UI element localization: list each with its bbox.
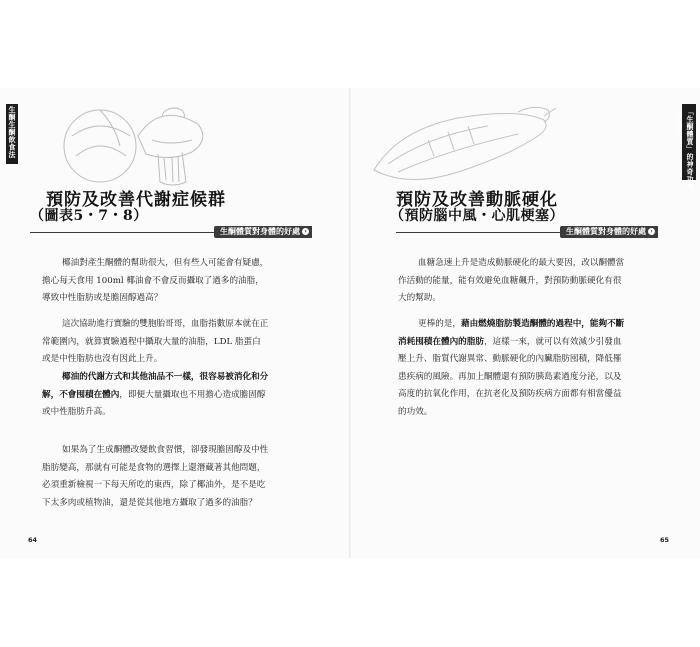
left-sidebar-text: 生酮生酮飲食法 <box>8 106 16 159</box>
text-line: 常範圍內，就算實驗過程中攝取大量的油脂，LDL 脂蛋白 <box>42 336 261 347</box>
text-span: ，這樣一來，就可以有效減少引發血 <box>483 336 622 347</box>
left-paragraph-2 <box>42 316 307 369</box>
bold-text: 消耗囤積在體內的脂肪 <box>398 336 484 347</box>
left-paragraph-1 <box>42 255 307 308</box>
arrow-circle-icon: › <box>302 228 309 235</box>
text-line: 這次協助進行實驗的雙胞胎哥哥，血脂指數原本就在正 <box>62 319 269 329</box>
right-tag-bar <box>560 226 658 238</box>
text-line: 導致中性脂肪或是膽固醇過高？ <box>42 293 163 303</box>
left-paragraph-4 <box>42 442 307 512</box>
text-span: 更棒的是， <box>418 319 461 329</box>
left-tag-bar <box>214 226 312 238</box>
bold-text: 椰油的代謝方式和其他油品不一樣，很容易被消化和分 <box>62 372 269 382</box>
right-paragraph-1 <box>398 255 663 308</box>
text-line: 高度的抗氧化作用，在抗老化及預防疾病方面都有相當優益 <box>398 389 622 399</box>
left-page-number: 64 <box>28 536 38 544</box>
right-page-title: 預防及改善動脈硬化 <box>396 190 558 210</box>
text-line: 作活動的能量，能有效避免血糖飆升，對預防動脈硬化有很 <box>398 275 622 286</box>
text-line: 脂肪變高，那就有可能是食物的選擇上還潛藏著其他問題， <box>42 462 266 473</box>
mushroom-illustration <box>60 96 210 192</box>
text-line: 椰油對產生酮體的幫助很大，但有些人可能會有疑慮， <box>62 258 269 268</box>
right-paragraph-2 <box>398 316 663 421</box>
eggplant-illustration <box>368 100 558 196</box>
text-line <box>418 316 663 334</box>
text-line: 或中性脂肪升高。 <box>42 407 111 417</box>
left-paragraph-3 <box>42 369 307 422</box>
text-line: 血糖急速上升是造成動脈硬化的最大要因，改以酮體當 <box>418 258 625 268</box>
right-page-number: 65 <box>660 536 670 544</box>
text-line: 患疾病的風險。再加上酮體還有預防胰島素過度分泌，以及 <box>398 371 622 382</box>
text-line <box>62 369 307 387</box>
bold-text: 藉由燃燒脂肪製造酮體的過程中，能夠不斷 <box>460 319 625 329</box>
right-page-subtitle: （預防腦中風・心肌梗塞） <box>390 208 564 224</box>
text-line: 擔心每天食用 100ml 椰油會不會反而攝取了過多的油脂， <box>42 275 264 286</box>
text-line: 下太多肉或植物油，還是從其他地方攝取了過多的油脂？ <box>42 497 257 508</box>
text-line: 壓上升、脂質代謝異常、動脈硬化的內臟脂肪囤積，降低罹 <box>398 354 622 364</box>
text-line <box>42 387 307 405</box>
text-line: 的功效。 <box>398 406 433 417</box>
right-sidebar-text: 「生酮體質」的神奇功效！ <box>686 108 694 198</box>
text-line <box>398 334 663 352</box>
text-line: 如果為了生成酮體改變飲食習慣，卻發現膽固醇及中性 <box>62 445 269 455</box>
left-tag-label: 生酮體質對身體的好處 <box>220 227 300 236</box>
text-line: 必須重新檢視一下每天所吃的東西，除了椰油外，是不是吃 <box>42 480 266 490</box>
arrow-circle-icon: › <box>648 228 655 235</box>
book-gutter <box>349 88 351 558</box>
text-span: ，即便大量攝取也不用擔心造成膽固醇 <box>119 389 266 400</box>
bold-text: 解，不會囤積在體內 <box>42 389 120 400</box>
left-page-subtitle: （圖表5・7・8） <box>30 208 148 224</box>
left-tag-rule <box>30 232 220 233</box>
right-tag-rule <box>396 232 566 233</box>
right-tag-label: 生酮體質對身體的好處 <box>566 227 646 236</box>
text-line: 或是中性脂肪也沒有因此上升。 <box>42 354 163 364</box>
text-line: 大的幫助。 <box>398 293 441 303</box>
chapter-label: CHAPTER 3 <box>674 108 680 141</box>
left-page-title: 預防及改善代謝症候群 <box>46 190 226 210</box>
